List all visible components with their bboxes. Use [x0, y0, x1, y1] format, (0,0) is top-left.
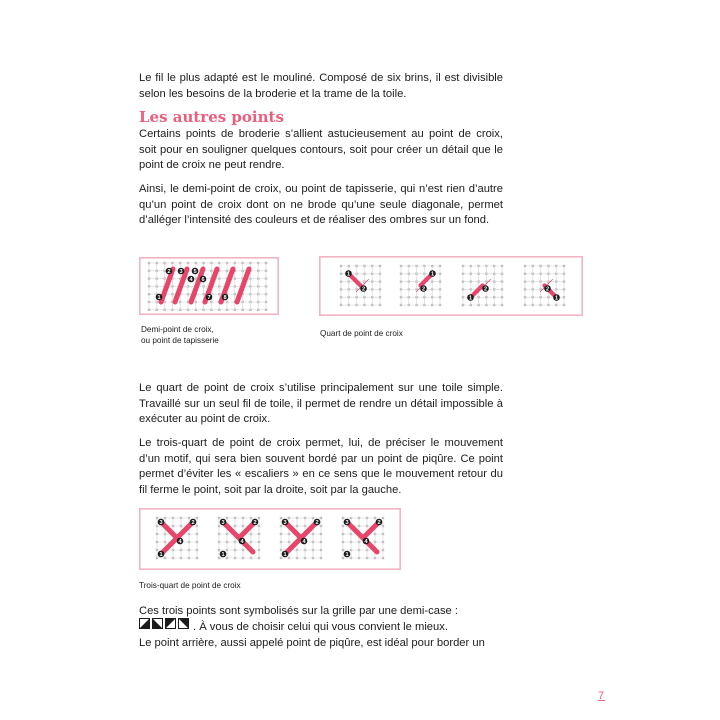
caption-half-stitch-line1: Demi-point de croix, [141, 325, 214, 334]
paragraph-quarter-stitch: Le quart de point de croix s’utilise principalement sur une toile simple. Travaillé sur un seul fil de toile, il permet de rendre un détail impossible à exécuter au point de croix. [139, 382, 503, 426]
stitch-number-label: 4 [178, 539, 182, 546]
stitch-number-label: 1 [554, 295, 559, 302]
stitch-number-label: 5 [193, 269, 197, 276]
stitch-number-label: 4 [302, 539, 306, 546]
stitch-number-label: 2 [167, 269, 171, 276]
paragraph-three-quarter-stitch: Le trois-quart de point de croix permet, lui, de préciser le mouvement d’un motif, qui sera bien souvent bordé par un point de piqûre. Ce point permet d’éviter les « escaliers » en ce sens que le mouvement retour du fil ferme le point, soit par la droite, soit par la gauche. [139, 437, 503, 496]
stitch-number-label: 1 [345, 552, 349, 559]
stitch-number-label: 1 [430, 271, 435, 278]
page-number: 7 [598, 690, 606, 702]
stitch-number-label: 2 [377, 520, 381, 527]
stitch-number-label: 1 [468, 295, 473, 302]
paragraph-grid-symbols-continued: . À vous de choisir celui qui vous convient le mieux. [193, 621, 448, 633]
stitch-number-label: 1 [221, 552, 225, 559]
caption-half-stitch-line2: ou point de tapisserie [141, 336, 219, 345]
stitch-number-label: 4 [364, 539, 368, 546]
stitch-number-label: 3 [159, 520, 163, 527]
paragraph-intro-other-stitches: Certains points de broderie s’allient astucieusement au point de croix, soit pour en souligner quelques contours, soit pour créer un détail que le point de croix ne peut rendre. [139, 128, 503, 172]
stitch-number-label: 6 [201, 277, 205, 284]
caption-half-stitch [141, 324, 219, 346]
stitch-number-label: 1 [283, 552, 287, 559]
stitch-number-label: 2 [545, 286, 550, 293]
stitch-number-label: 3 [221, 520, 225, 527]
stitch-number-label: 2 [315, 520, 319, 527]
paragraph-back-stitch: Le point arrière, aussi appelé point de piqûre, est idéal pour border un [139, 637, 485, 649]
stitch-number-label: 3 [283, 520, 287, 527]
grid-symbol-icons [139, 618, 191, 630]
half-stitch-diagram [139, 257, 279, 315]
three-quarter-stitch-diagram [139, 508, 401, 570]
quarter-stitch-diagram [319, 256, 583, 316]
stitch-number-label: 4 [240, 539, 244, 546]
paragraph-half-stitch: Ainsi, le demi-point de croix, ou point de tapisserie, qui n’est rien d’autre qu’un point de croix dont on ne brode qu’une seule diagonale, permet d’alléger l’intensité des couleurs et de réaliser des ombres sur un fond. [139, 183, 503, 227]
stitch-number-label: 4 [189, 277, 193, 284]
paragraph-grid-symbols: Ces trois points sont symbolisés sur la grille par une demi-case : [139, 605, 458, 617]
stitch-number-label: 2 [361, 286, 366, 293]
stitch-number-label: 1 [159, 552, 163, 559]
stitch-number-label: 2 [421, 286, 426, 293]
paragraph-thread: Le fil le plus adapté est le mouliné. Composé de six brins, il est divisible selon les besoins de la broderie et la trame de la toile. [139, 72, 503, 100]
stitch-number-label: 8 [223, 295, 227, 302]
stitch-number-label: 2 [191, 520, 195, 527]
quarter-stitch-icon-3 [166, 619, 176, 629]
stitch-number-label: 3 [179, 269, 183, 276]
quarter-stitch-icon-2 [153, 619, 163, 629]
stitch-number-label: 2 [483, 286, 488, 293]
stitch-number-label: 1 [157, 295, 161, 302]
stitch-number-label: 1 [346, 271, 351, 278]
stitch-number-label: 7 [207, 295, 211, 302]
stitch-number-label: 3 [345, 520, 349, 527]
caption-three-quarter-stitch: Trois-quart de point de croix [139, 581, 241, 590]
section-title: Les autres points [139, 108, 284, 126]
quarter-stitch-icon-4 [179, 619, 189, 629]
stitch-number-label: 2 [253, 520, 257, 527]
caption-quarter-stitch: Quart de point de croix [320, 329, 403, 338]
quarter-stitch-icon-1 [140, 619, 150, 629]
